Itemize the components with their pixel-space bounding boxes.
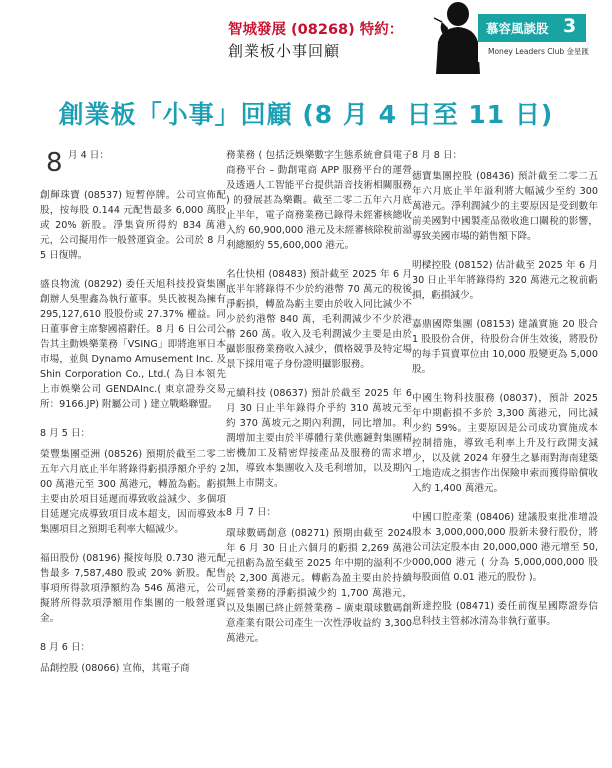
news-paragraph: 福田股份 (08196) 擬按每股 0.730 港元配售最多 7,587,480 股或 20% 新股。配售事項所得款項淨額約為 546 萬港元，公司擬將所得款項淨額用作集團的一般營運資金。 xyxy=(40,553,226,624)
header-subtitle: 創業板小事回顧 xyxy=(228,42,341,60)
date-heading: 月 4 日： xyxy=(68,150,109,161)
news-paragraph: 中國口腔產業 (08406) 建議股東批准增設股本 3,000,000,000 股新未發行股份，將公司法定股本由 20,000,000 港元增至 50,000,000 港元 ( 分為 5,000,000,000 股每股面值 0.01 港元的股份 )。 xyxy=(412,512,598,583)
news-paragraph: 中國生物科技服務 (08037)，預計 2025 年中期虧損不多於 3,300 萬港元，同比減少約 59%。主要原因是公司成功實施成本控制措施，導致毛利率上升及行政開支減少，以及就 2024 年發生之暴雨對海南建築工地造成之損害作出保險申索而獲得賠償收入約 1,400 萬港元。 xyxy=(412,393,598,494)
news-paragraph: 務業務 ( 包括泛娛樂數字生態系統會員電子商務平台 – 動創電商 APP 服務平台的運營及透過人工智能平台提供語音技術相關服務 ) 的發展甚為樂觀。截至二零二五年六月底止半年，電子商務業務已錄得未經審核總收入約 60,900,000 港元及未經審核除稅前溢利總額約 55,600,000 港元。 xyxy=(226,150,412,251)
news-paragraph: 名仕快相 (08483) 預計截至 2025 年 6 月底半年將錄得不少於約港幣 70 萬元的稅後淨虧損，轉盈為虧主要由於收入同比減少不少於約港幣 840 萬，毛利潤減少不少於港幣 260 萬。收入及毛利潤減少主要是由於攝影服務業務收入減少，價格競爭及特定場景下採用電子身份證明攝影服務。 xyxy=(226,269,412,370)
news-paragraph: 環球數碼創意 (08271) 預期由截至 2024 年 6 月 30 日止六個月的虧損 2,269 萬港元扭虧為盈至截至 2025 年中期的溢利不少於 2,300 萬港元。轉虧為盈主要由於持續經營業務的淨虧損減少約 1,700 萬港元，以及集團已終止經營業務 – 廣東環球數碼創意產業有限公司產生一次性淨收益約 3,300 萬港元。 xyxy=(226,528,412,644)
dropcap: 8 xyxy=(46,148,63,178)
page-number: 3 xyxy=(563,15,577,37)
brand-name: 慕容風談股 xyxy=(486,21,549,36)
news-paragraph: 元續科技 (08637) 預計於截至 2025 年 6 月 30 日止半年錄得介乎約 310 萬坡元至約 370 萬坡元之期內利潤，同比增加。利潤增加主要由於半導體行業供應鏈對集團精密機加工及精密焊接產品及服務的需求增加，導致本集團收入及毛利增加，以及期內無上市開支。 xyxy=(226,388,412,489)
news-paragraph: 德寶集團控股 (08436) 預計截至二零二五年六月底止半年溢利將大幅減少至約 300 萬港元。淨利潤減少的主要原因是受到數年前美國對中國製產品徵收進口關稅的影響，導致美國市場的銷售額下降。 xyxy=(412,171,598,242)
header-title: 智城發展 (08268) 特約： xyxy=(228,22,404,38)
news-paragraph: 品創控股 (08066) 宣佈，其電子商 xyxy=(40,663,190,674)
date-heading: 8 月 8 日： xyxy=(412,150,463,161)
date-heading: 8 月 6 日： xyxy=(40,642,91,653)
news-paragraph: 榮豐集團亞洲 (08526) 預期於截至二零二五年六月底止半年將錄得虧損淨額介乎約 200 萬港元至 300 萬港元，轉盈為虧。虧損主要由於項目延遲而導致收益減少、多個項目延遲完成導致項目成本超支，因而導致本集團項目之預期毛利率大幅減少。 xyxy=(40,449,226,535)
news-paragraph: 新達控股 (08471) 委任前復星國際證券信息科技主管郝冰清為非執行董事。 xyxy=(412,601,598,627)
column-3 xyxy=(412,148,598,643)
date-heading: 8 月 7 日： xyxy=(226,507,277,518)
date-heading: 8 月 5 日： xyxy=(40,428,91,439)
columnist-silhouette-icon xyxy=(428,0,484,74)
page-headline: 創業板「小事」回顧 (8 月 4 日至 11 日) xyxy=(58,100,554,129)
brand-english-name: Money Leaders Club 金星匯 xyxy=(488,47,589,56)
news-paragraph: 嘉鼎國際集團 (08153) 建議實施 20 股合 1 股股份合併，待股份合併生效後，將股份的每手買賣單位由 10,000 股變更為 5,000 股。 xyxy=(412,319,598,375)
column-2 xyxy=(226,148,412,660)
column-1 xyxy=(40,148,226,690)
news-paragraph: 明樑控股 (08152) 估計截至 2025 年 6 月 30 日止半年將錄得約 320 萬港元之稅前虧損，虧損減少。 xyxy=(412,260,598,301)
news-paragraph: 盛良物流 (08292) 委任天旭科技投資集團創辦人吳聖鑫為執行董事。吳氏被視為擁有 295,127,610 股股份或 27.37% 權益。同日董事會主席黎國禧辭任。8 月 6 日公司公告其主動娛樂業務「VSING」即將進軍日本市場，並與 Dynamo Amusement Inc. 及 Shin Corporation Co., Ltd.( 為日本領先上市娛樂公司 GENDAInc.( 東京證券交易所：9166.JP) 附屬公司 ) 建立戰略聯盟。 xyxy=(40,279,226,410)
news-paragraph: 創輝珠寶 (08537) 短暫停牌。公司宣佈配股，按每股 0.144 元配售最多 6,000 萬股或 20% 新股。淨集資所得約 834 萬港元，公司擬用作一般營運資金。公司於 8 月 5 日復牌。 xyxy=(40,190,226,261)
dropcap-line xyxy=(40,148,226,188)
